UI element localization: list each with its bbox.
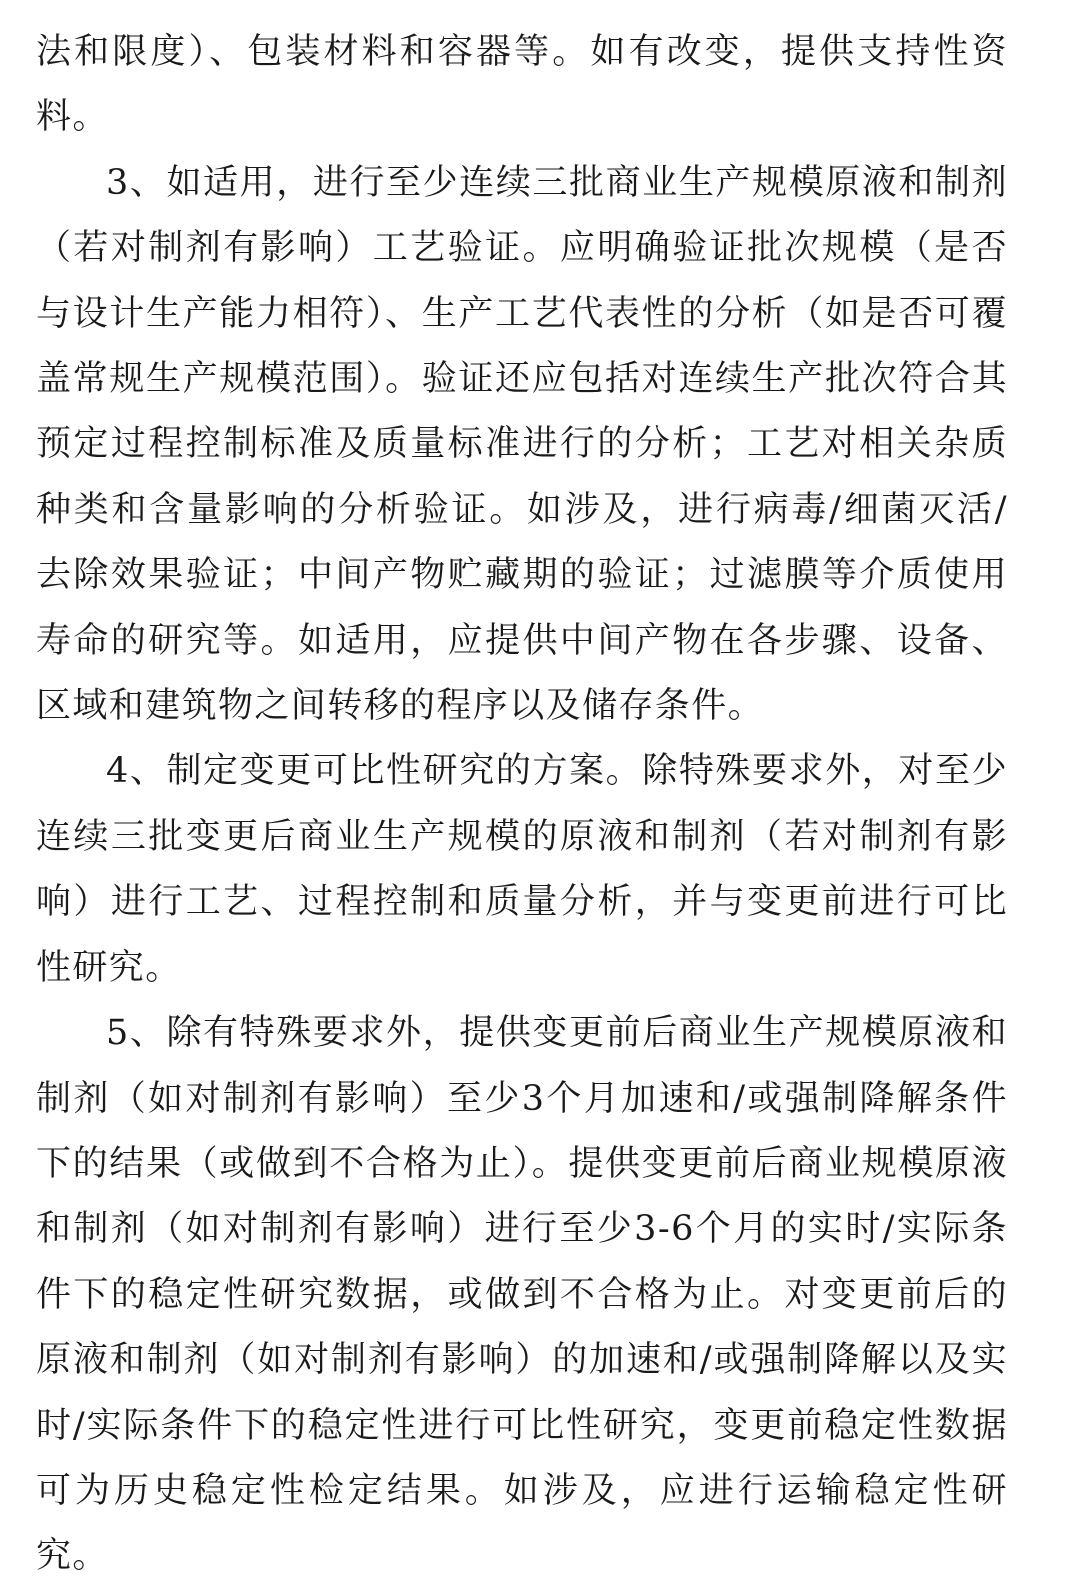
paragraph-4: 5、除有特殊要求外，提供变更前后商业生产规模原液和制剂（如对制剂有影响）至少3个月加速和/或强制降解条件下的结果（或做到不合格为止）。提供变更前后商业规模原液和制剂（如对制剂有影响）进行至少3-6个月的实时/实际条件下的稳定性研究数据，或做到不合格为止。对变更前后的原液和制剂（如对制剂有影响）的加速和/或强制降解以及实时/实际条件下的稳定性进行可比性研究，变更前稳定性数据可为历史稳定性检定结果。如涉及，应进行运输稳定性研究。 bbox=[36, 1013, 1008, 1577]
document-page bbox=[36, 20, 1008, 1590]
paragraph-3: 4、制定变更可比性研究的方案。除特殊要求外，对至少连续三批变更后商业生产规模的原液和制剂（若对制剂有影响）进行工艺、过程控制和质量分析，并与变更前进行可比性研究。 bbox=[36, 751, 1008, 988]
paragraph-1: 法和限度）、包装材料和容器等。如有改变，提供支持性资料。 bbox=[36, 32, 1008, 138]
paragraph-2: 3、如适用，进行至少连续三批商业生产规模原液和制剂（若对制剂有影响）工艺验证。应明确验证批次规模（是否与设计生产能力相符）、生产工艺代表性的分析（如是否可覆盖常规生产规模范围）。验证还应包括对连续生产批次符合其预定过程控制标准及质量标准进行的分析；工艺对相关杂质种类和含量影响的分析验证。如涉及，进行病毒/细菌灭活/去除效果验证；中间产物贮藏期的验证；过滤膜等介质使用寿命的研究等。如适用，应提供中间产物在各步骤、设备、区域和建筑物之间转移的程序以及储存条件。 bbox=[36, 162, 1008, 727]
